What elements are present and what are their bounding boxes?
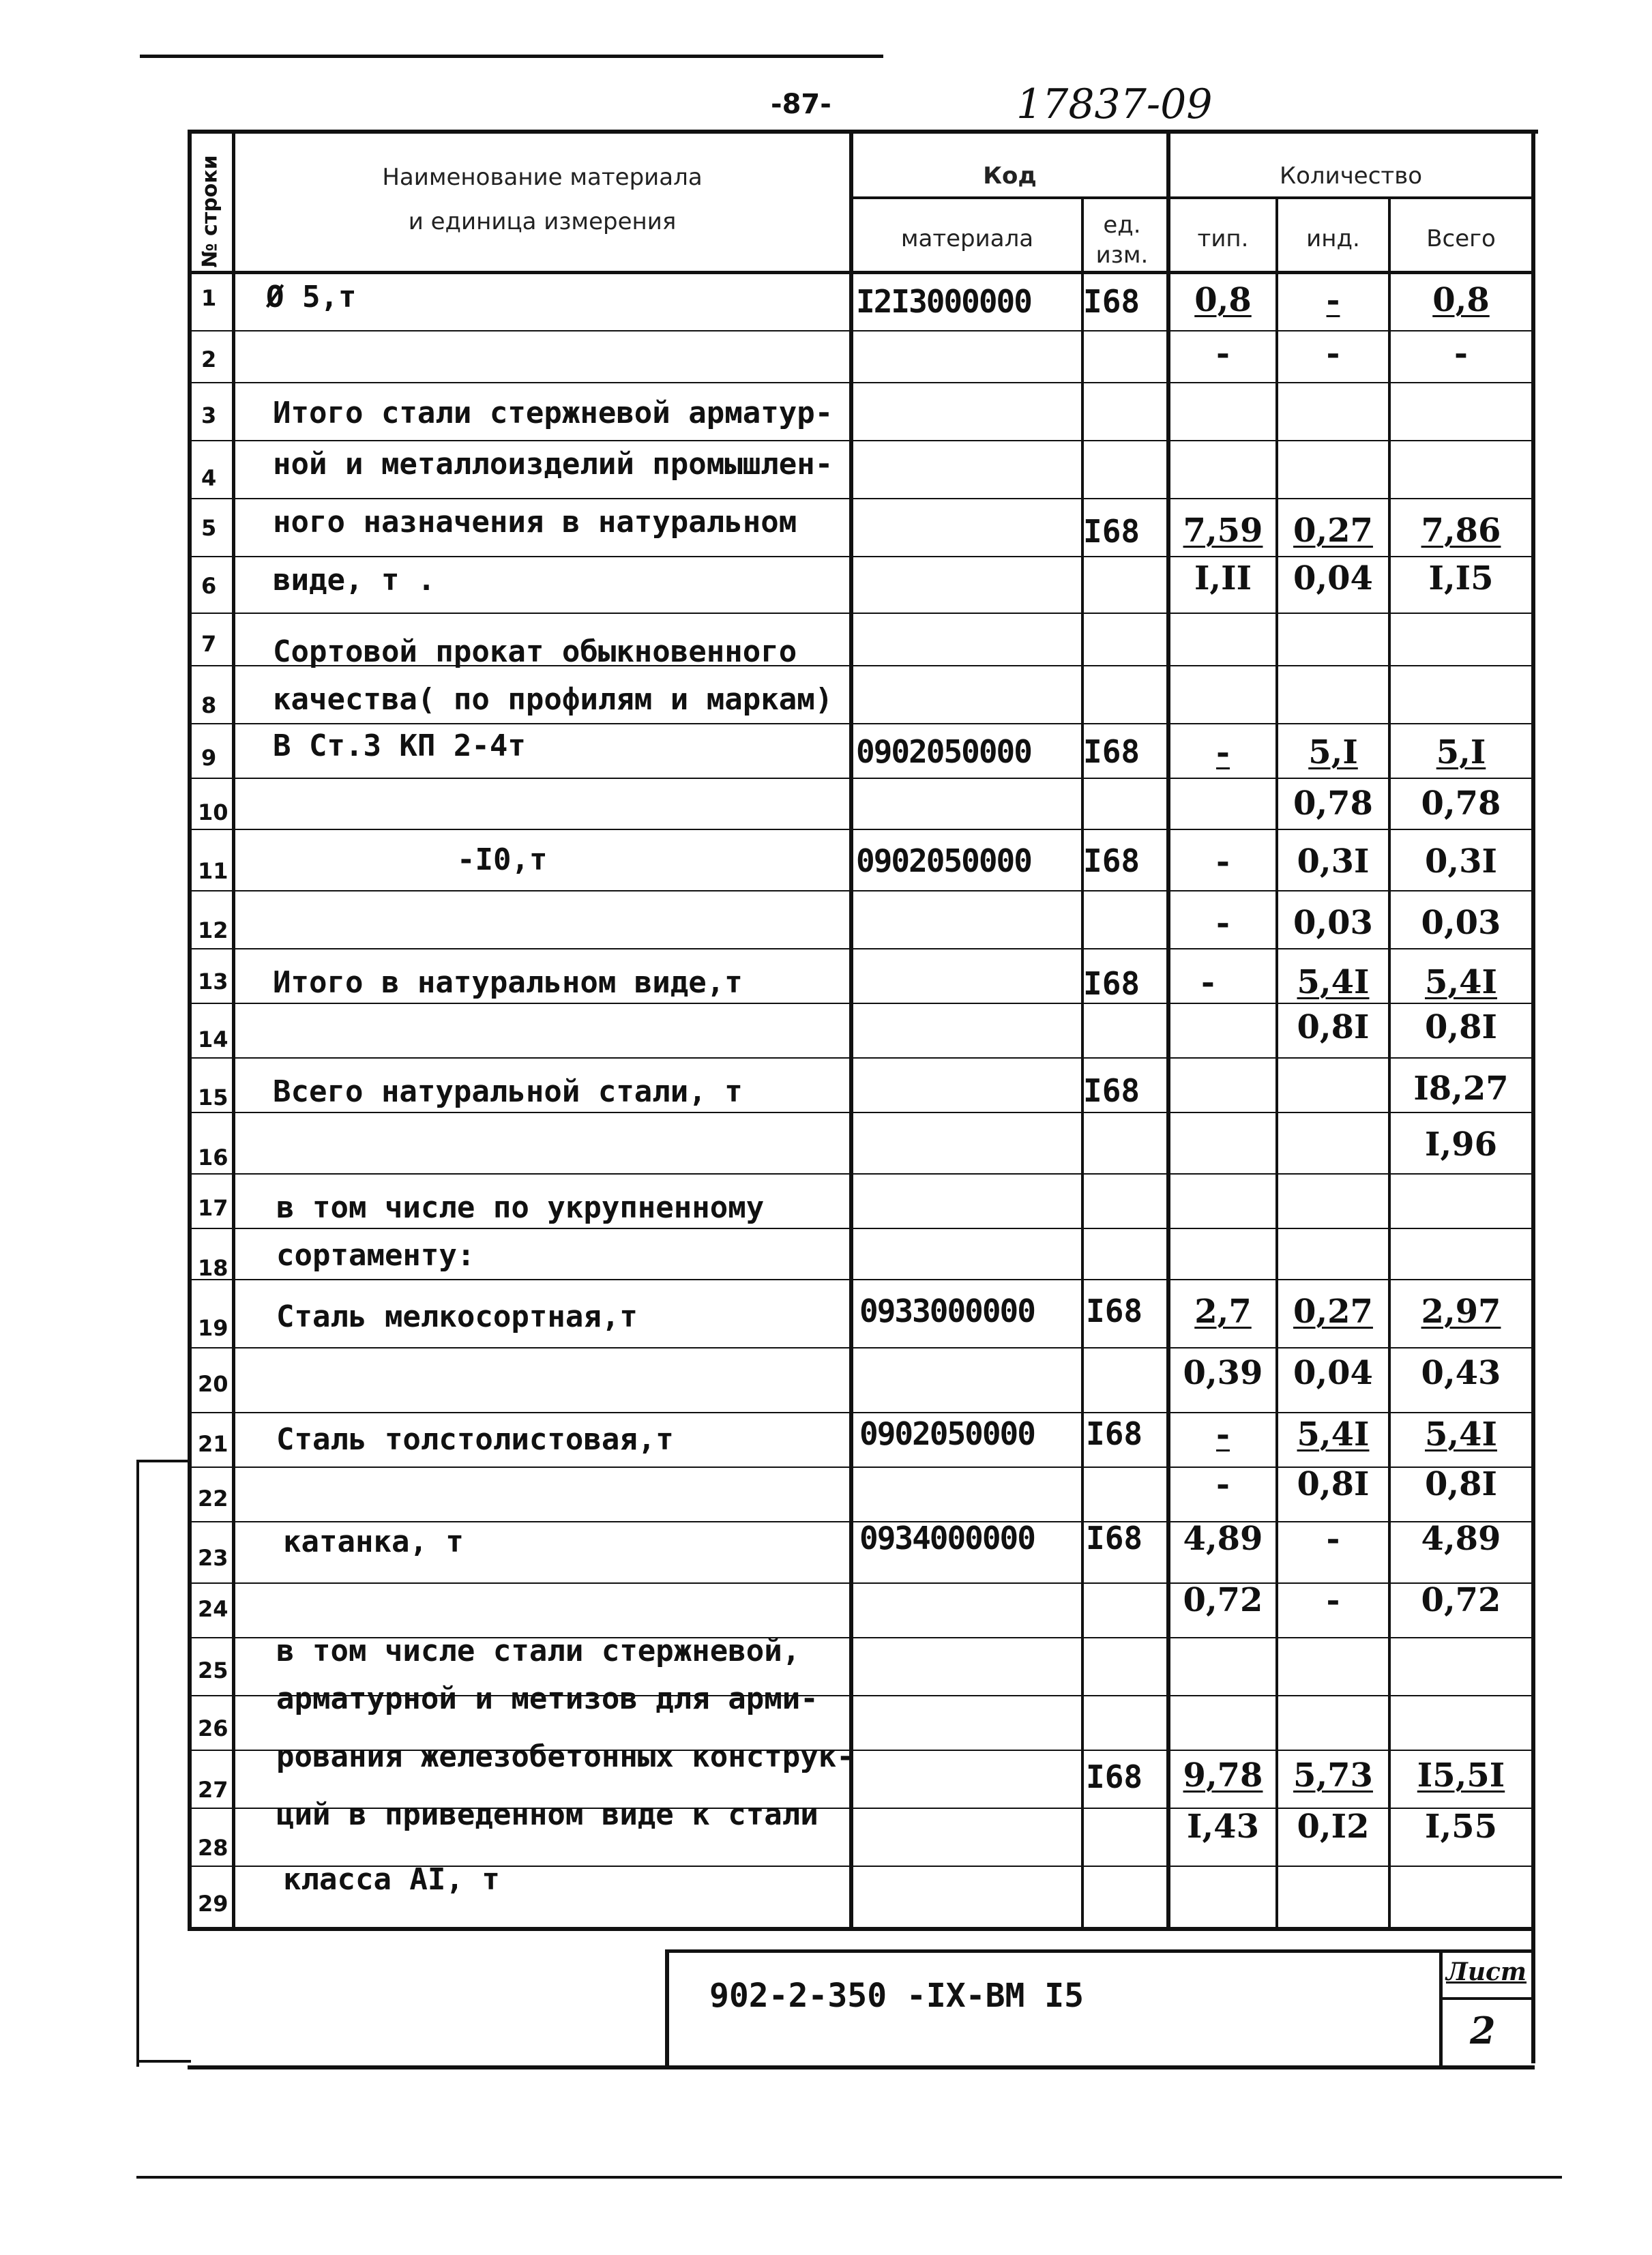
doc-number: 17837-09 xyxy=(1016,80,1213,128)
row-number: 14 xyxy=(198,1027,228,1052)
unit-value: I68 xyxy=(1083,283,1140,320)
material-code-header: материала xyxy=(900,225,1034,252)
qty-typ: 0,39 xyxy=(1183,1354,1263,1392)
unit-value: I68 xyxy=(1083,965,1140,1002)
description: Сталь толстолистовая,т xyxy=(276,1422,674,1457)
qty-typ: - xyxy=(1216,1415,1230,1454)
unit-header: ед. изм. xyxy=(1095,211,1149,269)
row-number-header: № строки xyxy=(198,155,222,268)
row-number: 21 xyxy=(198,1431,228,1457)
row-number: 24 xyxy=(198,1596,228,1622)
qty-ind: 0,78 xyxy=(1293,784,1373,823)
qty-total: 5,4I xyxy=(1425,1415,1497,1454)
unit-value: I68 xyxy=(1083,513,1140,550)
qty-total: 0,78 xyxy=(1421,784,1501,823)
material-code: I2I3000000 xyxy=(856,283,1031,320)
row-number: 27 xyxy=(198,1777,228,1803)
qty-total: 0,8I xyxy=(1425,1465,1497,1503)
qty-total: 0,8 xyxy=(1432,281,1490,319)
row-number: 6 xyxy=(201,573,217,599)
row-number: 28 xyxy=(198,1835,228,1861)
qty-ind: 5,4I xyxy=(1297,963,1370,1001)
qty-total: I,I5 xyxy=(1428,559,1494,598)
description: В Ст.3 КП 2-4т xyxy=(273,728,526,763)
qty-typ: - xyxy=(1216,733,1230,771)
row-number: 16 xyxy=(198,1145,228,1170)
qty-total: 4,89 xyxy=(1421,1520,1501,1558)
material-code: 0933000000 xyxy=(859,1293,1035,1329)
page-marker: -87- xyxy=(771,89,831,120)
material-code: 0902050000 xyxy=(859,1415,1035,1452)
row-number: 18 xyxy=(198,1255,228,1281)
name-header-line2: и единица измерения xyxy=(408,208,677,235)
description: Ø 5,т xyxy=(266,280,357,314)
qty-ind: - xyxy=(1326,281,1340,319)
qty-ind: 5,73 xyxy=(1293,1756,1373,1795)
description: Итого в натуральном виде,т xyxy=(273,965,743,1000)
qty-ind: 0,27 xyxy=(1293,512,1373,550)
description: катанка, т xyxy=(283,1524,464,1559)
qty-total: - xyxy=(1454,334,1468,372)
description: ного назначения в натуральном xyxy=(273,505,797,540)
qty-typ: 9,78 xyxy=(1183,1756,1263,1795)
qty-typ: - xyxy=(1201,963,1215,1001)
code-header: Код xyxy=(983,162,1037,190)
description: качества( по профилям и маркам) xyxy=(273,682,834,717)
row-number: 11 xyxy=(198,858,228,884)
material-code: 0934000000 xyxy=(859,1520,1035,1557)
bottom-rule xyxy=(136,2176,1562,2179)
description: Сортовой прокат обыкновенного xyxy=(273,634,797,669)
qty-typ: I,II xyxy=(1194,559,1252,598)
description: в том числе стали стержневой, xyxy=(276,1634,801,1668)
row-number: 13 xyxy=(198,969,228,994)
designation: 902-2-350 -IX-ВМ I5 xyxy=(709,1977,1085,2015)
qty-ind: 0,8I xyxy=(1297,1465,1370,1503)
qty-ind: 0,04 xyxy=(1293,1354,1373,1392)
description: арматурной и метизов для арми- xyxy=(276,1681,818,1716)
quantity-header: Количество xyxy=(1279,162,1423,190)
qty-ind: 0,04 xyxy=(1293,559,1373,598)
qty-typ: 2,7 xyxy=(1194,1293,1252,1331)
unit-value: I68 xyxy=(1086,1520,1143,1557)
description: -I0,т xyxy=(457,842,548,877)
qty-total: 0,8I xyxy=(1425,1008,1497,1046)
row-number: 5 xyxy=(201,515,217,541)
row-number: 29 xyxy=(198,1891,228,1917)
row-number: 3 xyxy=(201,402,217,428)
unit-value: I68 xyxy=(1083,733,1140,770)
row-number: 1 xyxy=(201,285,217,311)
row-number: 9 xyxy=(201,745,217,771)
row-number: 7 xyxy=(201,631,217,657)
qty-total: 5,4I xyxy=(1425,963,1497,1001)
qty-total: 2,97 xyxy=(1421,1293,1501,1331)
description: в том числе по укрупненному xyxy=(276,1190,765,1225)
qty-ind: - xyxy=(1326,1581,1340,1619)
sheet-number: 2 xyxy=(1470,2009,1496,2052)
row-number: 26 xyxy=(198,1715,228,1741)
description: сортаменту: xyxy=(276,1238,475,1273)
row-number: 10 xyxy=(198,799,228,825)
qty-ind: - xyxy=(1326,334,1340,372)
qty-ind: 0,I2 xyxy=(1297,1808,1370,1846)
qty-typ: 7,59 xyxy=(1183,512,1263,550)
qty-ind: 0,3I xyxy=(1297,842,1370,881)
sheet-label: Лист xyxy=(1446,1958,1527,1986)
qty-typ: - xyxy=(1216,904,1230,942)
qty-total: 0,43 xyxy=(1421,1354,1501,1392)
ind-header: инд. xyxy=(1306,225,1360,252)
qty-typ: 4,89 xyxy=(1183,1520,1263,1558)
qty-total: 0,3I xyxy=(1425,842,1497,881)
unit-value: I68 xyxy=(1086,1415,1143,1452)
description: Всего натуральной стали, т xyxy=(273,1074,743,1109)
row-number: 23 xyxy=(198,1545,228,1571)
row-number: 20 xyxy=(198,1371,228,1397)
unit-value: I68 xyxy=(1086,1293,1143,1329)
qty-typ: - xyxy=(1216,334,1230,372)
description: класса АI, т xyxy=(283,1862,500,1897)
qty-total: I5,5I xyxy=(1417,1756,1505,1795)
material-code: 0902050000 xyxy=(856,733,1031,770)
qty-typ: - xyxy=(1216,842,1230,881)
qty-total: 5,I xyxy=(1436,733,1486,771)
top-rule xyxy=(140,55,883,58)
row-number: 22 xyxy=(198,1486,228,1512)
typ-header: тип. xyxy=(1197,225,1249,252)
row-number: 2 xyxy=(201,347,217,372)
qty-total: I,96 xyxy=(1425,1125,1497,1164)
qty-typ: 0,72 xyxy=(1183,1581,1263,1619)
unit-value: I68 xyxy=(1083,1072,1140,1109)
qty-ind: - xyxy=(1326,1520,1340,1558)
qty-ind: 5,4I xyxy=(1297,1415,1370,1454)
row-number: 15 xyxy=(198,1085,228,1110)
qty-ind: 5,I xyxy=(1308,733,1358,771)
qty-total: 0,03 xyxy=(1421,904,1501,942)
total-header: Всего xyxy=(1426,225,1496,252)
material-code: 0902050000 xyxy=(856,842,1031,879)
row-number: 17 xyxy=(198,1195,228,1221)
description: ной и металлоизделий промышлен- xyxy=(273,447,834,482)
qty-ind: 0,8I xyxy=(1297,1008,1370,1046)
qty-ind: 0,03 xyxy=(1293,904,1373,942)
qty-typ: 0,8 xyxy=(1194,281,1252,319)
qty-total: 7,86 xyxy=(1421,512,1501,550)
description: Итого стали стержневой арматур- xyxy=(273,396,834,430)
description: рования железобетонных конструк- xyxy=(276,1739,855,1774)
description: виде, т . xyxy=(273,563,436,598)
qty-ind: 0,27 xyxy=(1293,1293,1373,1331)
row-number: 12 xyxy=(198,917,228,943)
row-number: 19 xyxy=(198,1315,228,1341)
row-number: 4 xyxy=(201,465,217,491)
unit-value: I68 xyxy=(1083,842,1140,879)
row-number: 25 xyxy=(198,1657,228,1683)
description: ций в приведенном виде к стали xyxy=(276,1797,818,1832)
qty-total: I8,27 xyxy=(1413,1070,1509,1108)
qty-total: 0,72 xyxy=(1421,1581,1501,1619)
row-number: 8 xyxy=(201,692,217,718)
description: Сталь мелкосортная,т xyxy=(276,1299,638,1334)
qty-typ: I,43 xyxy=(1187,1808,1259,1846)
unit-value: I68 xyxy=(1086,1758,1143,1795)
qty-total: I,55 xyxy=(1425,1808,1497,1846)
name-header-line1: Наименование материала xyxy=(382,164,703,191)
qty-typ: - xyxy=(1216,1465,1230,1503)
